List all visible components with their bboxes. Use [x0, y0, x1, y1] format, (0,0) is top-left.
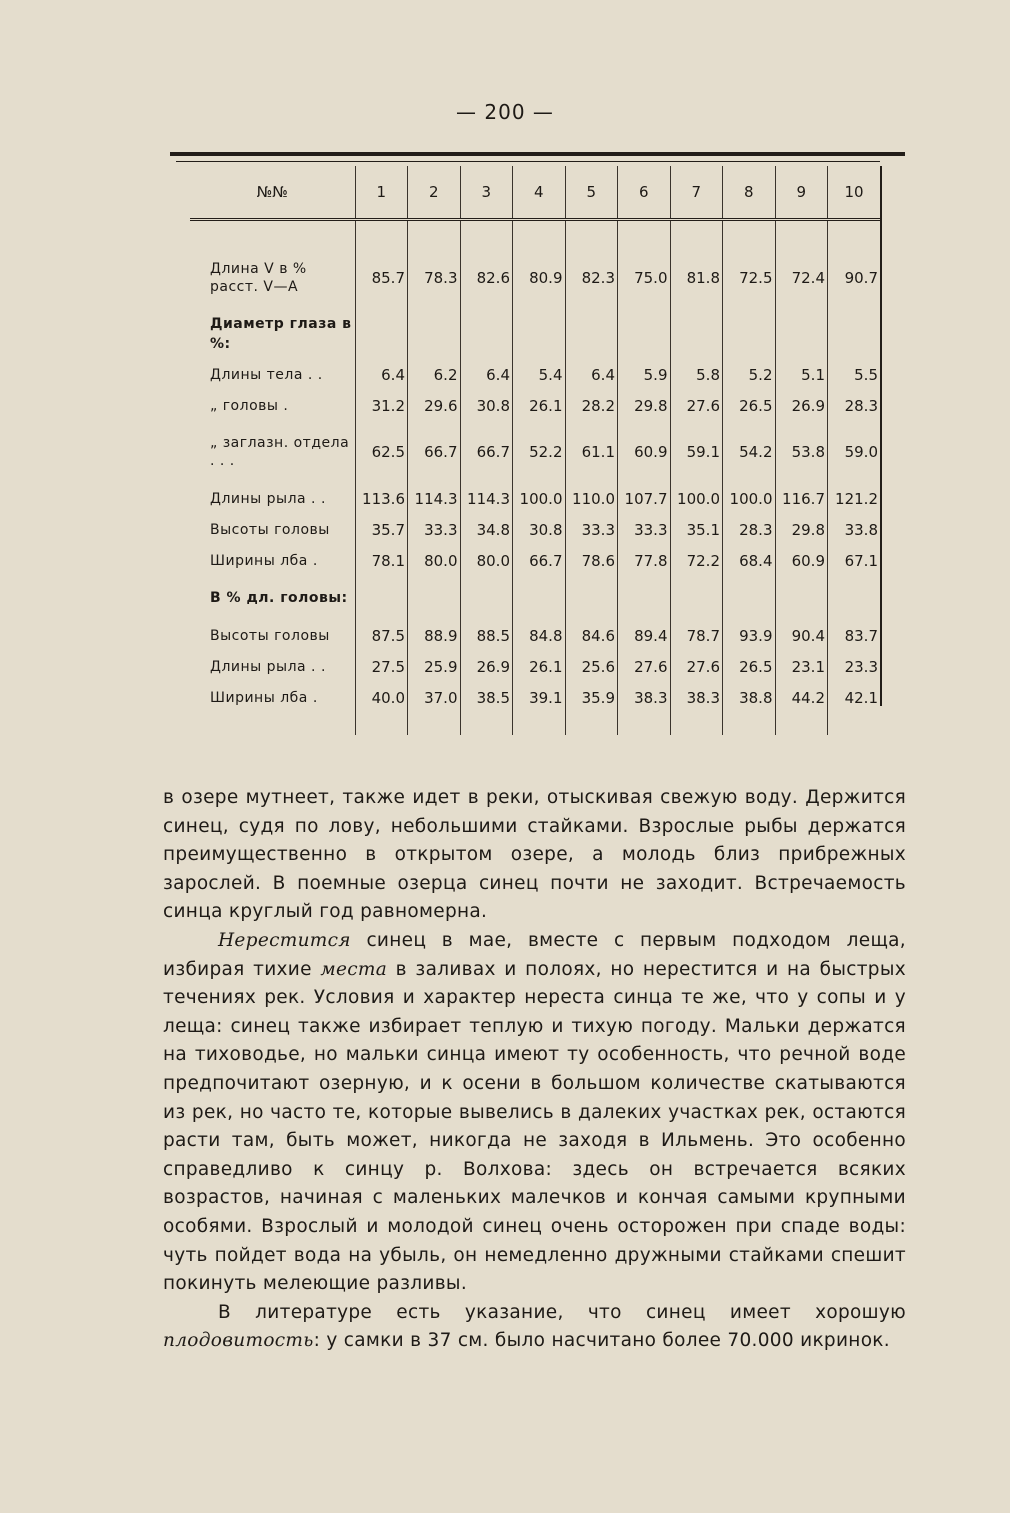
paragraph-2-part-b: в заливах и полоях, но нерестится и на быстрых течениях рек. Условия и характер нереста синца те же, что у сопы и у леща: синец также избирает теплую и тихую погоду. Мальки держатся на тиховодье, но мальки синца имеют ту особенность, что речной воде предпочитают озерную, и к осени в большом количестве скатываются из рек, но часто те, которые вывелись в далеких участках рек, остаются расти там, быть может, никогда не заходя в Ильмень. Это особенно справедливо к синцу р. Волхова: здесь он встречается всяких возрастов, начиная с маленьких малечков и кончая самыми крупными особями. Взрослый и молодой синец очень осторожен при спаде воды: чуть пойдет вода на убыль, он немедленно дружными стайками спешит покинуть мелеющие разливы. [163, 958, 906, 1295]
empty-cell [775, 220, 828, 248]
empty-cell [513, 576, 566, 620]
table-cell: 29.6 [408, 390, 461, 421]
table-cell: 6.4 [565, 359, 618, 390]
table-cell: 87.5 [355, 620, 408, 651]
table-cell: 28.2 [565, 390, 618, 421]
column-header-10: 10 [828, 166, 881, 220]
table-row [190, 390, 880, 421]
paragraph-2 [163, 927, 906, 1299]
column-header-4: 4 [513, 166, 566, 220]
table-cell: 78.1 [355, 545, 408, 576]
column-header-8: 8 [723, 166, 776, 220]
empty-cell [828, 220, 881, 248]
table-row [190, 682, 880, 713]
paragraph-3-part-b: : у самки в 37 см. было насчитано более 70.000 икринок. [313, 1330, 890, 1352]
empty-cell [460, 713, 513, 735]
table-cell: 53.8 [775, 421, 828, 483]
empty-cell [355, 576, 408, 620]
empty-cell [408, 713, 461, 735]
empty-cell [190, 220, 355, 248]
table-cell: 84.8 [513, 620, 566, 651]
table-cell: 62.5 [355, 421, 408, 483]
empty-cell [723, 576, 776, 620]
table-cell: 90.7 [828, 247, 881, 309]
table-cell: 5.9 [618, 359, 671, 390]
table-cell: 80.0 [408, 545, 461, 576]
paragraph-2-part-a: синец в мае, вместе с первым подходом леща, избирая тихие [163, 929, 906, 980]
table-cell: 78.6 [565, 545, 618, 576]
empty-cell [513, 713, 566, 735]
table-cell: 72.4 [775, 247, 828, 309]
table-cell: 27.6 [670, 651, 723, 682]
table-cell: 81.8 [670, 247, 723, 309]
table-cell: 60.9 [618, 421, 671, 483]
empty-cell [460, 309, 513, 359]
column-header-6: 6 [618, 166, 671, 220]
header-label: №№ [190, 166, 355, 220]
table-cell: 77.8 [618, 545, 671, 576]
empty-cell [670, 576, 723, 620]
empty-cell [565, 576, 618, 620]
table-cell: 100.0 [513, 483, 566, 514]
table-cell: 26.1 [513, 651, 566, 682]
empty-cell [723, 220, 776, 248]
row-label: Высоты головы [210, 521, 330, 538]
column-header-2: 2 [408, 166, 461, 220]
empty-cell [565, 713, 618, 735]
empty-cell [513, 309, 566, 359]
table-cell: 59.1 [670, 421, 723, 483]
empty-cell [355, 309, 408, 359]
table-cell: 78.7 [670, 620, 723, 651]
table-cell: 93.9 [723, 620, 776, 651]
table-top-rule-thin [176, 161, 880, 162]
table-cell: 84.6 [565, 620, 618, 651]
empty-cell [408, 309, 461, 359]
table-cell: 78.3 [408, 247, 461, 309]
table-row [190, 514, 880, 545]
table-cell: 116.7 [775, 483, 828, 514]
column-header-5: 5 [565, 166, 618, 220]
table-cell: 100.0 [723, 483, 776, 514]
body-text [163, 784, 906, 1356]
table-cell: 25.6 [565, 651, 618, 682]
emphasis-nerestitsya: Нерестится [218, 929, 351, 951]
table-cell: 26.9 [775, 390, 828, 421]
empty-cell [618, 309, 671, 359]
empty-cell [828, 713, 881, 735]
row-label: Ширины лба . [210, 689, 318, 706]
tail-row [190, 713, 880, 735]
measurements-table-wrapper [190, 166, 880, 735]
empty-cell [670, 309, 723, 359]
empty-cell [775, 309, 828, 359]
table-cell: 60.9 [775, 545, 828, 576]
table-cell: 33.3 [408, 514, 461, 545]
empty-cell [618, 713, 671, 735]
table-row [190, 483, 880, 514]
table-cell: 54.2 [723, 421, 776, 483]
row-label: „ заглазн. отдела . . . [210, 435, 350, 469]
table-cell: 26.5 [723, 390, 776, 421]
section-header-row [190, 309, 880, 359]
table-cell: 83.7 [828, 620, 881, 651]
table-cell: 100.0 [670, 483, 723, 514]
table-cell: 5.1 [775, 359, 828, 390]
column-header-1: 1 [355, 166, 408, 220]
table-cell: 6.4 [460, 359, 513, 390]
table-cell: 35.9 [565, 682, 618, 713]
empty-cell [190, 713, 355, 735]
column-header-3: 3 [460, 166, 513, 220]
table-row [190, 359, 880, 390]
table-cell: 38.5 [460, 682, 513, 713]
empty-cell [408, 576, 461, 620]
empty-cell [618, 576, 671, 620]
table-row [190, 620, 880, 651]
empty-cell [355, 220, 408, 248]
empty-cell [565, 220, 618, 248]
row-label: Длины рыла . . [210, 490, 326, 507]
table-cell: 72.2 [670, 545, 723, 576]
empty-cell [408, 220, 461, 248]
row-label: Высоты головы [210, 627, 330, 644]
table-cell: 88.9 [408, 620, 461, 651]
row-label: Длина V в % расст. V—A [210, 261, 307, 295]
table-body [190, 220, 880, 736]
table-cell: 59.0 [828, 421, 881, 483]
table-cell: 26.1 [513, 390, 566, 421]
table-cell: 28.3 [828, 390, 881, 421]
table-header-row [190, 166, 880, 220]
table-cell: 66.7 [460, 421, 513, 483]
empty-cell [618, 220, 671, 248]
table-cell: 114.3 [460, 483, 513, 514]
row-label: „ головы . [210, 397, 289, 414]
paragraph-3-part-a: В литературе есть указание, что синец имеет хорошую [218, 1301, 906, 1323]
empty-cell [723, 713, 776, 735]
table-cell: 89.4 [618, 620, 671, 651]
row-label: Длины тела . . [210, 366, 323, 383]
empty-cell [670, 220, 723, 248]
paragraph-1: в озере мутнеет, также идет в реки, отыскивая свежую воду. Держится синец, судя по лову, небольшими стайками. Взрослые рыбы держатся преимущественно в открытом озере, а молодь близ прибрежных зарослей. В поемные озерца синец почти не заходит. Встречаемость синца круглый год равномерна. [163, 787, 906, 923]
table-cell: 67.1 [828, 545, 881, 576]
table-cell: 28.3 [723, 514, 776, 545]
section-header-row [190, 576, 880, 620]
table-cell: 6.4 [355, 359, 408, 390]
table-cell: 42.1 [828, 682, 881, 713]
table-cell: 66.7 [408, 421, 461, 483]
table-cell: 38.3 [670, 682, 723, 713]
table-row [190, 651, 880, 682]
table-cell: 72.5 [723, 247, 776, 309]
table-cell: 80.0 [460, 545, 513, 576]
emphasis-plodovitost: плодовитость [163, 1330, 314, 1352]
section-label: Диаметр глаза в %: [210, 316, 352, 352]
table-cell: 90.4 [775, 620, 828, 651]
empty-cell [828, 576, 881, 620]
table-cell: 27.6 [618, 651, 671, 682]
table-cell: 5.4 [513, 359, 566, 390]
row-label: Длины рыла . . [210, 658, 326, 675]
table-cell: 23.1 [775, 651, 828, 682]
table-cell: 80.9 [513, 247, 566, 309]
table-cell: 40.0 [355, 682, 408, 713]
table-cell: 39.1 [513, 682, 566, 713]
table-cell: 27.5 [355, 651, 408, 682]
table-cell: 75.0 [618, 247, 671, 309]
table-cell: 29.8 [775, 514, 828, 545]
table-cell: 30.8 [513, 514, 566, 545]
table-cell: 113.6 [355, 483, 408, 514]
empty-cell [828, 309, 881, 359]
table-cell: 44.2 [775, 682, 828, 713]
column-header-9: 9 [775, 166, 828, 220]
table-cell: 5.2 [723, 359, 776, 390]
page-number: — 200 — [456, 100, 554, 124]
table-cell: 5.8 [670, 359, 723, 390]
table-cell: 37.0 [408, 682, 461, 713]
table-cell: 30.8 [460, 390, 513, 421]
table-cell: 5.5 [828, 359, 881, 390]
empty-cell [565, 309, 618, 359]
table-cell: 29.8 [618, 390, 671, 421]
table-row [190, 247, 880, 309]
column-header-7: 7 [670, 166, 723, 220]
table-cell: 38.3 [618, 682, 671, 713]
table-cell: 52.2 [513, 421, 566, 483]
empty-cell [460, 220, 513, 248]
table-cell: 110.0 [565, 483, 618, 514]
table-cell: 33.3 [618, 514, 671, 545]
table-cell: 107.7 [618, 483, 671, 514]
empty-cell [775, 713, 828, 735]
table-cell: 88.5 [460, 620, 513, 651]
table-top-rule [170, 152, 905, 156]
table-cell: 82.6 [460, 247, 513, 309]
table-cell: 66.7 [513, 545, 566, 576]
table-cell: 68.4 [723, 545, 776, 576]
emphasis-mesta: места [320, 958, 388, 980]
table-cell: 25.9 [408, 651, 461, 682]
table-cell: 33.8 [828, 514, 881, 545]
table-cell: 82.3 [565, 247, 618, 309]
empty-cell [670, 713, 723, 735]
table-cell: 35.7 [355, 514, 408, 545]
paragraph-3 [163, 1299, 906, 1356]
table-cell: 26.5 [723, 651, 776, 682]
table-cell: 114.3 [408, 483, 461, 514]
table-cell: 121.2 [828, 483, 881, 514]
empty-cell [775, 576, 828, 620]
table-cell: 35.1 [670, 514, 723, 545]
section-label: В % дл. головы: [210, 590, 348, 606]
empty-cell [723, 309, 776, 359]
table-cell: 61.1 [565, 421, 618, 483]
table-cell: 6.2 [408, 359, 461, 390]
table-cell: 38.8 [723, 682, 776, 713]
table-row [190, 545, 880, 576]
table-row [190, 421, 880, 483]
table-cell: 31.2 [355, 390, 408, 421]
table-cell: 23.3 [828, 651, 881, 682]
row-label: Ширины лба . [210, 552, 318, 569]
empty-cell [355, 713, 408, 735]
table-right-frame [880, 166, 882, 706]
empty-cell [460, 576, 513, 620]
table-cell: 26.9 [460, 651, 513, 682]
empty-cell [513, 220, 566, 248]
table-cell: 85.7 [355, 247, 408, 309]
measurements-table [190, 166, 880, 735]
spacer-row [190, 220, 880, 248]
table-cell: 34.8 [460, 514, 513, 545]
table-cell: 27.6 [670, 390, 723, 421]
table-cell: 33.3 [565, 514, 618, 545]
